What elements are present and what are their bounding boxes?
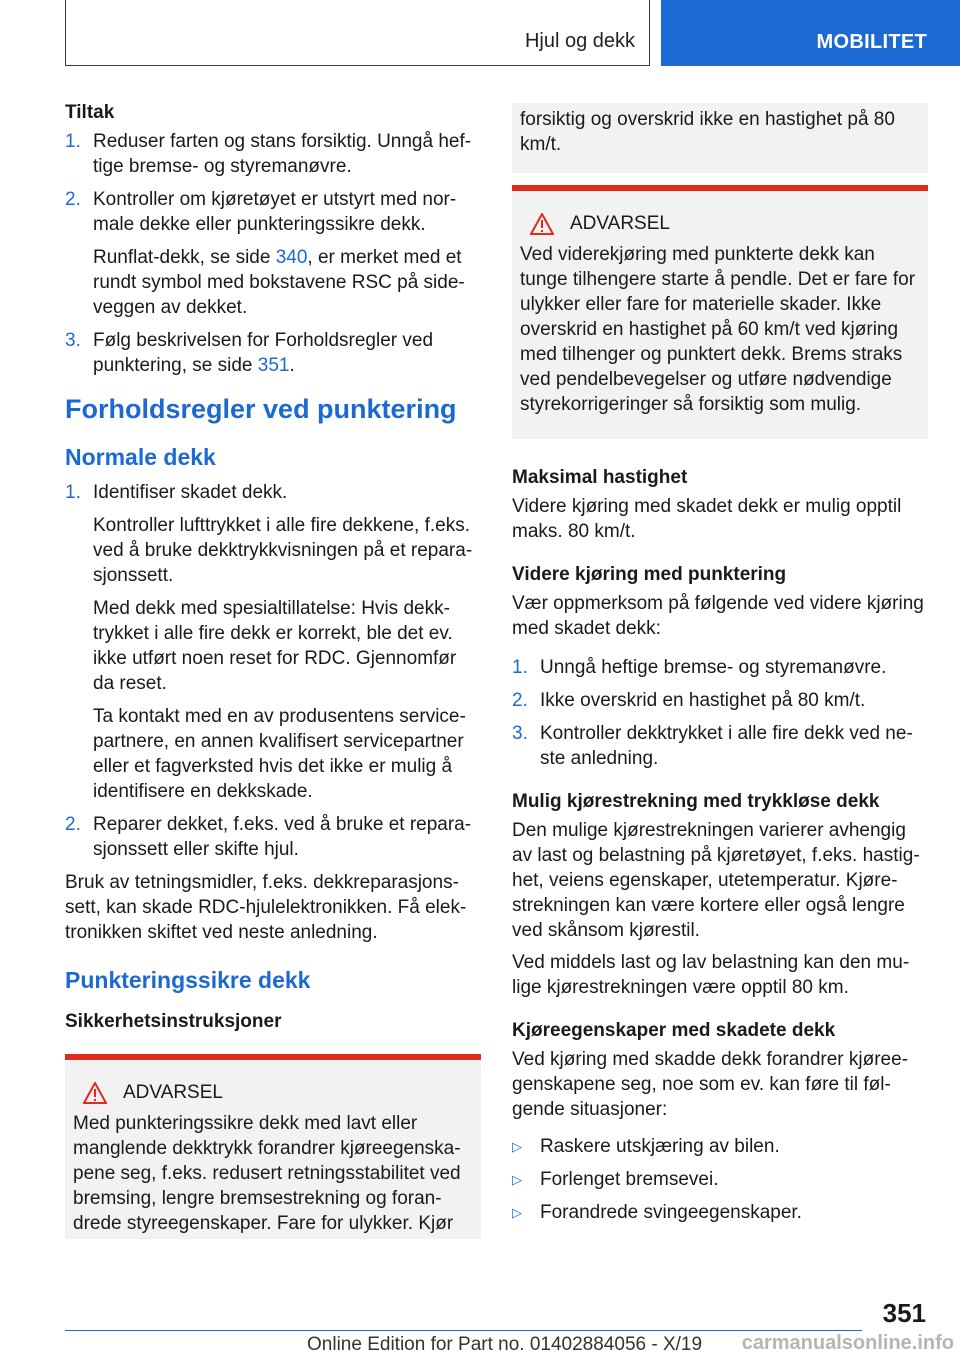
mulig-text-1: Den mulige kjørestrekningen varierer avhengig av last og belastning på kjøretøyet, f.eks. hastighet, veiens egenskaper, utetemperatur. Kjørestrekningen kan være kortere eller også lengre ved skånsom kjørestil.	[512, 820, 920, 941]
safety-heading: Sikkerhetsinstruksjoner	[65, 1011, 282, 1032]
list-item	[512, 1200, 928, 1225]
subtext-post: , er merket med et rundt symbol med bokstavene RSC på sideveggen av dekket.	[93, 247, 465, 318]
videre-text: Vær oppmerksom på følgende ved videre kjøring med skadet dekk:	[512, 593, 924, 639]
max-speed-text: Videre kjøring med skadet dekk er mulig opptil maks. 80 km/t.	[512, 496, 902, 542]
warning-box	[512, 185, 928, 439]
list-text: Forandrede svingeegenskaper.	[540, 1202, 802, 1223]
warning-continuation-text: forsiktig og overskrid ikke en hastighet på 80 km/t.	[520, 109, 895, 155]
warning-triangle-icon	[530, 213, 554, 235]
list-text: Raskere utskjæring av bilen.	[540, 1136, 780, 1157]
section-header-box	[65, 0, 650, 66]
page-link-351[interactable]: 351	[257, 355, 290, 376]
list-item	[512, 1134, 928, 1159]
list-text: Forlenget bremsevei.	[540, 1169, 719, 1190]
list-number: 3.	[512, 723, 528, 744]
list-text: Unngå heftige bremse- og styremanøvre.	[540, 657, 887, 678]
list-text: Kontroller om kjøretøyet er utstyrt med normale dekke eller punkteringssikre dekk.	[93, 189, 457, 235]
triangle-bullet-icon: ▷	[512, 1172, 522, 1187]
warning-triangle-icon	[83, 1082, 107, 1104]
list-subtext: Ta kontakt med en av produsentens servicepartnere, en annen kvalifisert servicepartner eller et fagverksted hvis det ikke er mulig å identifisere en dekkskade.	[93, 706, 466, 802]
sealant-paragraph: Bruk av tetningsmidler, f.eks. dekkreparasjonssett, kan skade RDC-hjulelektronikken. Få elektronikken skiftet ved neste anledning.	[65, 872, 467, 943]
warning-box	[65, 1054, 481, 1239]
list-text: Ikke overskrid en hastighet på 80 km/t.	[540, 690, 866, 711]
normal-dekk-list	[65, 480, 481, 862]
warning-text: Ved viderekjøring med punkterte dekk kan tunge tilhengere starte å pendle. Det er fare for ulykker eller fare for materielle skader. Ikke overskrid en hastighet på 60 km/t ved kjøring med tilhenger og punktert dekk. Brems straks ved pendelbevegelser og utføre nødvendige styrekorrigeringer så forsiktig som mulig.	[520, 244, 916, 415]
egenskaper-list	[512, 1134, 928, 1225]
videre-heading: Videre kjøring med punktering	[512, 564, 787, 585]
footer-divider	[65, 1330, 862, 1331]
list-subtext: Kontroller lufttrykket i alle fire dekkene, f.eks. ved å bruke dekktrykkvisningen på et reparasjonssett.	[93, 515, 473, 586]
list-item	[512, 688, 928, 713]
videre-list	[512, 655, 928, 771]
punkteringssikre-heading: Punkteringssikre dekk	[65, 967, 311, 993]
list-number: 2.	[65, 189, 81, 210]
page-link-340[interactable]: 340	[275, 247, 308, 268]
page-header	[0, 0, 960, 66]
warning-title: ADVARSEL	[123, 1082, 223, 1103]
list-number: 2.	[65, 814, 81, 835]
list-text: Identifiser skadet dekk.	[93, 482, 288, 503]
list-number: 2.	[512, 690, 528, 711]
list-item	[65, 129, 481, 179]
page-number: 351	[882, 1298, 926, 1328]
triangle-bullet-icon: ▷	[512, 1139, 522, 1154]
warning-continuation-box	[512, 103, 928, 173]
subtext-pre: Runflat-dekk, se side	[93, 247, 276, 268]
list-item	[512, 655, 928, 680]
list-item	[65, 187, 481, 320]
mulig-heading: Mulig kjørestrekning med trykkløse dekk	[512, 791, 880, 812]
warning-title-row	[73, 1080, 473, 1105]
list-text: Følg beskrivelsen for Forholdsregler ved punktering, se side	[93, 330, 434, 376]
list-subtext	[93, 245, 481, 320]
list-number: 1.	[65, 482, 81, 503]
max-speed-heading: Maksimal hastighet	[512, 467, 688, 488]
list-item	[65, 328, 481, 378]
list-text: Reduser farten og stans forsiktig. Unngå heftige bremse- og styremanøvre.	[93, 131, 472, 177]
list-number: 1.	[512, 657, 528, 678]
list-item	[512, 1167, 928, 1192]
list-text: Kontroller dekktrykket i alle fire dekk ved neste anledning.	[540, 723, 913, 769]
main-heading: Forholdsregler ved punktering	[65, 394, 457, 424]
triangle-bullet-icon: ▷	[512, 1205, 522, 1220]
watermark: carmanualsonline.info	[741, 1332, 954, 1354]
mulig-text-2: Ved middels last og lav belastning kan den mulige kjørestrekningen være opptil 80 km.	[512, 952, 910, 998]
warning-title-row	[520, 211, 920, 236]
warning-title: ADVARSEL	[570, 213, 670, 234]
list-item	[65, 812, 481, 862]
list-number: 3.	[65, 330, 81, 351]
egenskaper-text: Ved kjøring med skadde dekk forandrer kjøreegenskapene seg, noe som ev. kan føre til følgende situasjoner:	[512, 1049, 909, 1120]
list-subtext: Med dekk med spesialtillatelse: Hvis dekktrykket i alle fire dekk er korrekt, ble det ev. ikke utført noen reset for RDC. Gjennomfør da reset.	[93, 598, 457, 694]
footer-edition: Online Edition for Part no. 01402884056 - X/19	[307, 1334, 703, 1355]
right-column	[512, 103, 928, 1233]
left-column	[65, 100, 481, 1239]
tiltak-heading: Tiltak	[65, 102, 115, 123]
list-text: Reparer dekket, f.eks. ved å bruke et reparasjonssett eller skifte hjul.	[93, 814, 472, 860]
tiltak-list	[65, 129, 481, 378]
list-item	[512, 721, 928, 771]
chapter-tab[interactable]	[661, 0, 960, 66]
list-item	[65, 480, 481, 804]
egenskaper-heading: Kjøreegenskaper med skadete dekk	[512, 1020, 836, 1041]
chapter-tab-label: MOBILITET	[816, 31, 927, 53]
warning-text: Med punkteringssikre dekk med lavt eller manglende dekktrykk forandrer kjøreegenskapene seg, f.eks. redusert retningsstabilitet ved bremsing, lengre bremsestrekning og forandrede styreegenskaper. Fare for ulykker. Kjør	[73, 1113, 461, 1234]
list-text-end: .	[289, 355, 295, 376]
normal-dekk-heading: Normale dekk	[65, 444, 216, 470]
section-title: Hjul og dekk	[524, 30, 635, 52]
list-number: 1.	[65, 131, 81, 152]
